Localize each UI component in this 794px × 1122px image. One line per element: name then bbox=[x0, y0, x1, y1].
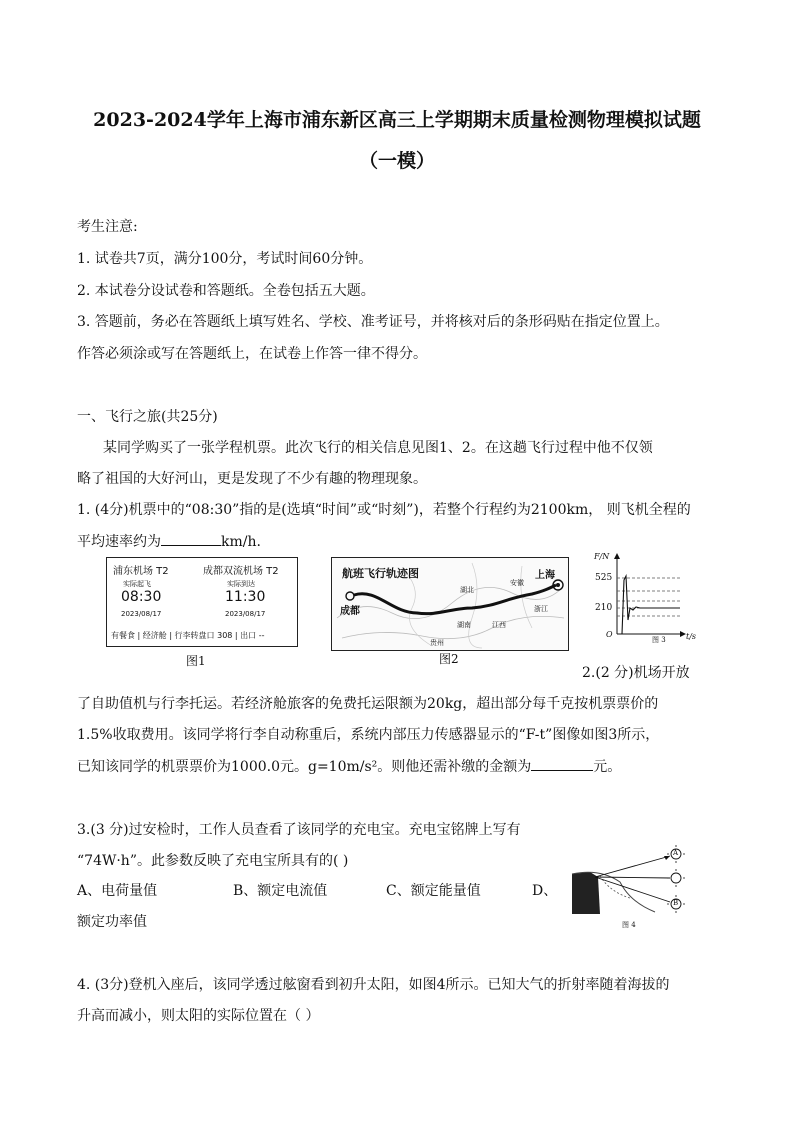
graph-y-axis-label: F/N bbox=[594, 552, 610, 561]
graph-tick-525: 525 bbox=[595, 573, 613, 583]
q1-line-1: 1. (4分)机票中的“08:30”指的是(选填“时间”或“时刻”)，若整个行程约为2100km， 则飞机全程的 bbox=[77, 502, 691, 518]
q3-option-b[interactable]: B、额定电流值 bbox=[233, 883, 328, 899]
map-title: 航班飞行轨迹图 bbox=[342, 567, 419, 580]
q3-option-d-cont: 额定功率值 bbox=[77, 914, 147, 930]
section-intro-1: 某同学购买了一张学程机票。此次飞行的相关信息见图1、2。在这趟飞行过程中他不仅领 bbox=[103, 440, 653, 456]
q3-option-a[interactable]: A、电荷量值 bbox=[77, 883, 158, 899]
ticket-footer: 有餐食 | 经济舱 | 行李转盘口 308 | 出口 -- bbox=[111, 631, 265, 640]
map-region-jiangxi: 江西 bbox=[492, 621, 506, 629]
map-region-guizhou: 贵州 bbox=[430, 639, 444, 647]
ticket-from-airport: 浦东机场 T2 bbox=[113, 566, 169, 577]
ticket-arr-label: 实际到达 bbox=[227, 580, 255, 588]
q4-line-2: 升高而减小，则太阳的实际位置在（ ） bbox=[77, 1008, 320, 1024]
figure-3-graph bbox=[592, 550, 707, 642]
ticket-arr-date: 2023/08/17 bbox=[225, 610, 266, 618]
notice-item-4: 作答必须涂或写在答题纸上，在试卷上作答一律不得分。 bbox=[77, 346, 427, 362]
figure-4-refraction bbox=[570, 842, 695, 932]
q2-text-b: 元。 bbox=[593, 759, 622, 775]
q2-text-a: 已知该同学的机票票价为1000.0元。g=10m/s²。则他还需补缴的金额为 bbox=[77, 759, 532, 775]
q1-text-b: km/h. bbox=[221, 534, 261, 550]
graph-origin-label: O bbox=[606, 630, 613, 639]
figure-2-map bbox=[331, 557, 569, 651]
figure-4-caption: 图 4 bbox=[622, 921, 636, 929]
map-region-zhejiang: 浙江 bbox=[534, 605, 548, 613]
start-marker bbox=[346, 592, 354, 600]
notice-heading: 考生注意: bbox=[77, 219, 138, 235]
map-city-start: 成都 bbox=[340, 606, 360, 617]
map-region-hubei: 湖北 bbox=[460, 586, 474, 594]
q3-line-1: 3.(3 分)过安检时，工作人员查看了该同学的充电宝。充电宝铭牌上写有 bbox=[77, 822, 521, 838]
paper-subtitle: （一模） bbox=[358, 150, 435, 172]
q3-line-2: “74W·h”。此参数反映了充电宝所具有的( ) bbox=[77, 853, 349, 869]
ticket-dep-date: 2023/08/17 bbox=[121, 610, 162, 618]
figure-1-ticket bbox=[106, 557, 298, 647]
ft-plot bbox=[592, 550, 707, 642]
notice-item-2: 2. 本试卷分设试卷和答题纸。全卷包括五大题。 bbox=[77, 283, 375, 299]
ticket-dep-time: 08:30 bbox=[121, 589, 162, 605]
map-region-hunan: 湖南 bbox=[457, 621, 471, 629]
map-city-end: 上海 bbox=[535, 570, 555, 581]
fig4-label-a: A bbox=[673, 849, 679, 857]
q3-option-d[interactable]: D、 bbox=[532, 883, 558, 899]
figure-1-caption: 图1 bbox=[186, 654, 206, 668]
q2-line-4 bbox=[77, 756, 621, 776]
graph-tick-210: 210 bbox=[595, 603, 613, 613]
q4-line-1: 4. (3分)登机入座后，该同学透过舷窗看到初升太阳，如图4所示。已知大气的折射率随着海拔的 bbox=[77, 977, 670, 993]
figure-3-caption: 图 3 bbox=[652, 636, 666, 644]
section-heading: 一、飞行之旅(共25分) bbox=[77, 409, 218, 425]
notice-item-3: 3. 答题前，务必在答题纸上填写姓名、学校、准考证号，并将核对后的条形码贴在指定位置上。 bbox=[77, 314, 669, 330]
ticket-arr-time: 11:30 bbox=[225, 589, 266, 605]
notice-item-1: 1. 试卷共7页，满分100分，考试时间60分钟。 bbox=[77, 251, 373, 267]
q2-line-1: 2.(2 分)机场开放 bbox=[582, 665, 690, 681]
graph-x-axis-label: t/s bbox=[686, 632, 697, 641]
q3-option-c[interactable]: C、额定能量值 bbox=[386, 883, 481, 899]
figure-2-caption: 图2 bbox=[439, 652, 459, 666]
ticket-to-airport: 成都双流机场 T2 bbox=[203, 566, 279, 577]
paper-title: 2023-2024学年上海市浦东新区高三上学期期末质量检测物理模拟试题 bbox=[93, 109, 701, 131]
map-region-anhui: 安徽 bbox=[510, 579, 524, 587]
q2-answer-blank[interactable] bbox=[531, 757, 593, 771]
q1-line-2 bbox=[77, 531, 261, 551]
ft-curve bbox=[619, 576, 680, 634]
q2-line-3: 1.5%收取费用。该同学将行李自动称重后，系统内部压力传感器显示的“F-t”图像如图3所示， bbox=[77, 727, 660, 743]
fig4-label-b: B bbox=[673, 899, 679, 907]
section-intro-2: 略了祖国的大好河山，更是发现了不少有趣的物理现象。 bbox=[77, 471, 427, 487]
ticket-dep-label: 实际起飞 bbox=[123, 580, 151, 588]
q1-answer-blank[interactable] bbox=[161, 532, 221, 546]
q2-line-2: 了自助值机与行李托运。若经济舱旅客的免费托运限额为20kg，超出部分每千克按机票票价的 bbox=[77, 696, 659, 712]
q1-text-a: 平均速率约为 bbox=[77, 534, 161, 550]
